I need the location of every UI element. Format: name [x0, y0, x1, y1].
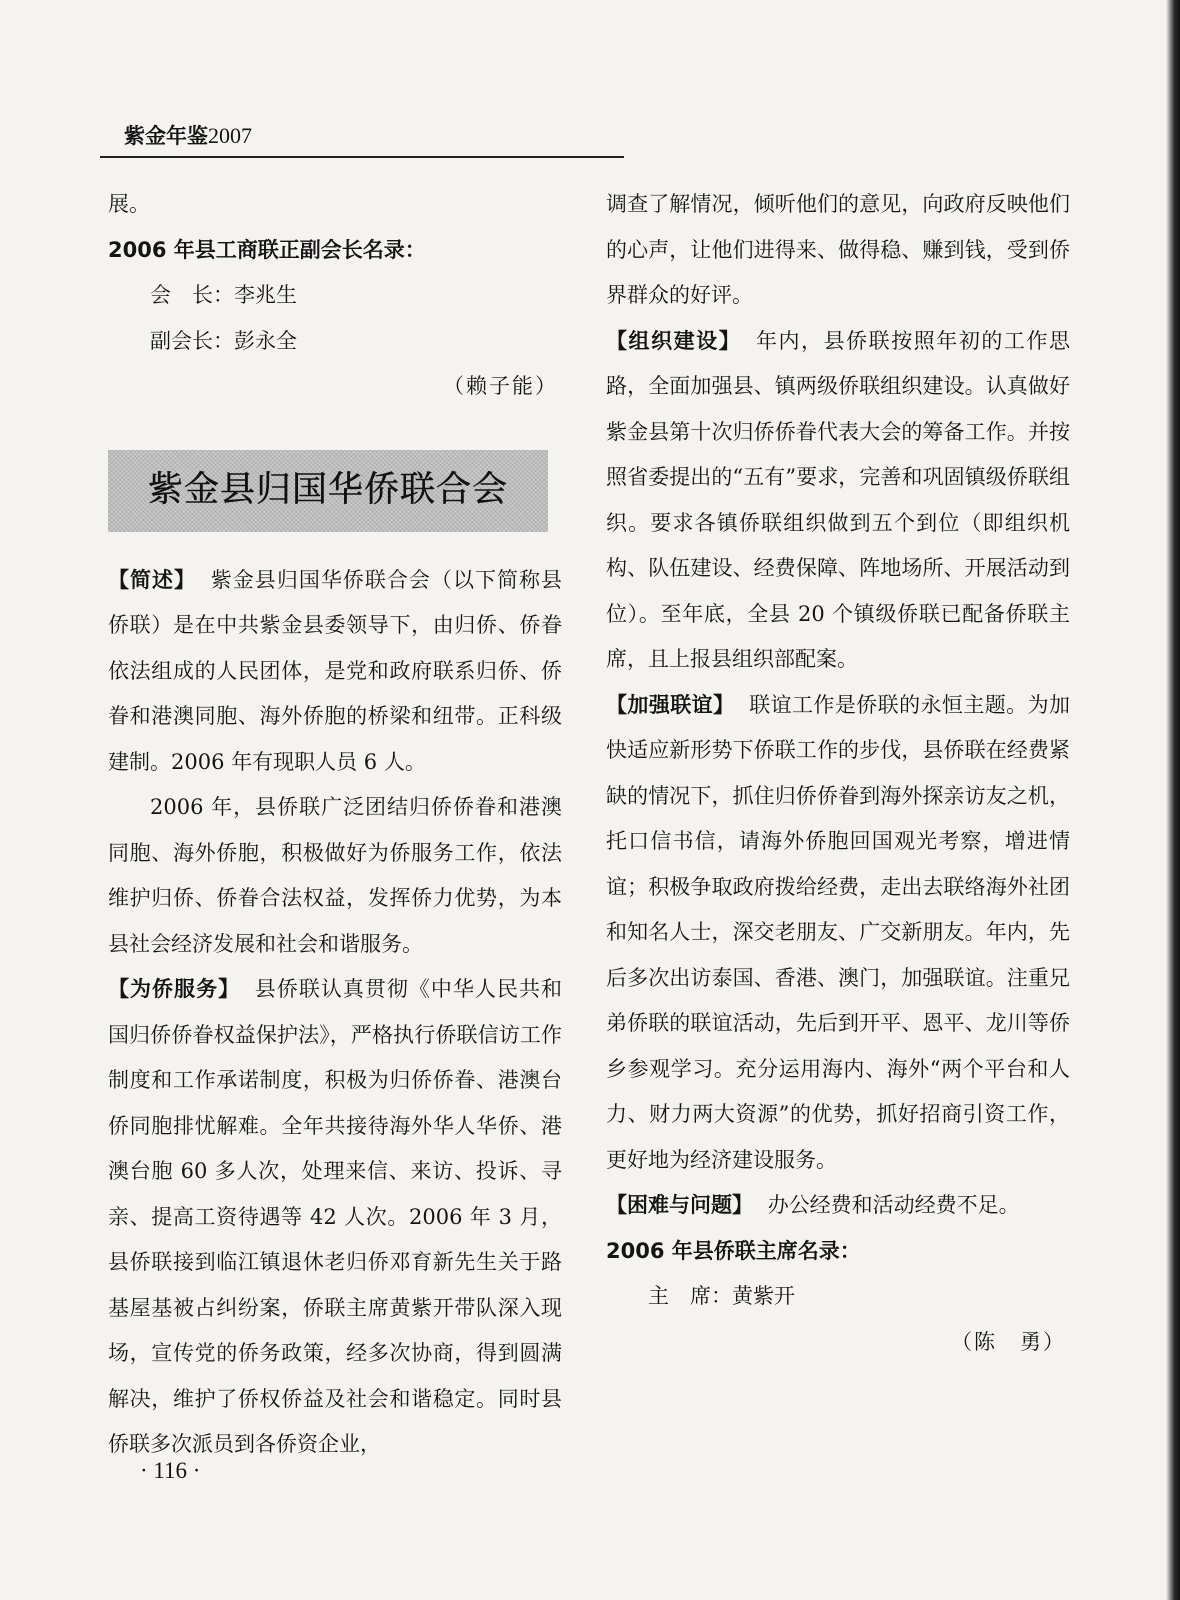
service-term: 【为侨服务】 [108, 977, 241, 1001]
gsl-roster-heading: 2006 年县工商联正副会长名录： [108, 237, 426, 262]
chair-roster-heading: 2006 年县侨联主席名录： [606, 1238, 861, 1263]
section-title-box [108, 450, 548, 532]
author-credit-2: （陈 勇） [951, 1329, 1066, 1354]
continued-text: 展。 [108, 192, 150, 216]
intro-term: 【简述】 [108, 567, 197, 592]
org-text: 年内，县侨联按照年初的工作思路，全面加强县、镇两级侨联组织建设。认真做好紫金县第十次归侨侨眷代表大会的筹备工作。并按照省委提出的“五有”要求，完善和巩固镇级侨联组织。要求各镇侨联组织做到五个到位（即组织机构、队伍建设、经费保障、阵地场所、开展活动到位）。至年底，全县 20 个镇级侨联已配备侨联主席，且上报县组织部配案。 [606, 328, 1071, 671]
difficulty-text: 办公经费和活动经费不足。 [767, 1193, 1020, 1217]
author-credit: （赖子能） [443, 374, 558, 398]
gsl-president: 会 长：李兆生 [150, 283, 297, 307]
intro-text: 紫金县归国华侨联合会（以下简称县侨联）是在中共紫金县委领导下，由归侨、侨眷依法组成的人民团体，是党和政府联系归侨、侨眷和港澳同胞、海外侨胞的桥梁和纽带。正科级建制。2006 年有现职人员 6 人。 [108, 567, 563, 774]
service-paragraph [108, 967, 562, 1468]
header-rule [100, 156, 624, 158]
friendship-term: 【加强联谊】 [606, 692, 735, 717]
intro-paragraph [108, 558, 562, 786]
gsl-vice-president: 副会长：彭永全 [150, 328, 297, 353]
scan-edge [1166, 0, 1180, 1600]
header-year: 2007 [208, 123, 252, 148]
chair-entry: 主 席：黄紫开 [648, 1284, 795, 1308]
service-text: 县侨联认真贯彻《中华人民共和国归侨侨眷权益保护法》，严格执行侨联信访工作制度和工作承诺制度，积极为归侨侨眷、港澳台侨同胞排忧解难。全年共接待海外华人华侨、港澳台胞 60 多人次，处理来信、来访、投诉、寻亲、提高工资待遇等 42 人次。2006 年 3 月，县侨联接到临江镇退休老归侨邓育新先生关于路基屋基被占纠纷案，侨联主席黄紫开带队深入现场，宣传党的侨务政策，经多次协商，得到圆满解决，维护了侨权侨益及社会和谐稳定。同时县侨联多次派员到各侨资企业， [108, 977, 563, 1456]
difficulty-term: 【困难与问题】 [606, 1193, 753, 1217]
overview-paragraph: 2006 年，县侨联广泛团结归侨侨眷和港澳同胞、海外侨胞，积极做好为侨服务工作，依法维护归侨、侨眷合法权益，发挥侨力优势，为本县社会经济发展和社会和谐服务。 [108, 795, 562, 956]
friendship-paragraph [606, 683, 1070, 1184]
left-column [108, 182, 562, 1468]
page-number: · 116 · [140, 1458, 201, 1483]
org-paragraph [606, 319, 1070, 683]
running-header [124, 120, 624, 150]
right-column [606, 182, 1070, 1365]
header-title: 紫金年鉴 [124, 124, 208, 148]
org-term: 【组织建设】 [606, 328, 742, 353]
continued-paragraph: 调查了解情况，倾听他们的意见，向政府反映他们的心声，让他们进得来、做得稳、赚到钱，受到侨界群众的好评。 [606, 192, 1070, 307]
section-title: 紫金县归国华侨联合会 [147, 469, 508, 510]
difficulty-paragraph [606, 1183, 1070, 1229]
friendship-text: 联谊工作是侨联的永恒主题。为加快适应新形势下侨联工作的步伐，县侨联在经费紧缺的情况下，抓住归侨侨眷到海外探亲访友之机，托口信书信，请海外侨胞回国观光考察，增进情谊；积极争取政府拨给经费，走出去联络海外社团和知名人士，深交老朋友、广交新朋友。年内，先后多次出访泰国、香港、澳门，加强联谊。注重兄弟侨联的联谊活动，先后到开平、恩平、龙川等侨乡参观学习。充分运用海内、海外“两个平台和人力、财力两大资源”的优势，抓好招商引资工作，更好地为经济建设服务。 [606, 692, 1071, 1172]
